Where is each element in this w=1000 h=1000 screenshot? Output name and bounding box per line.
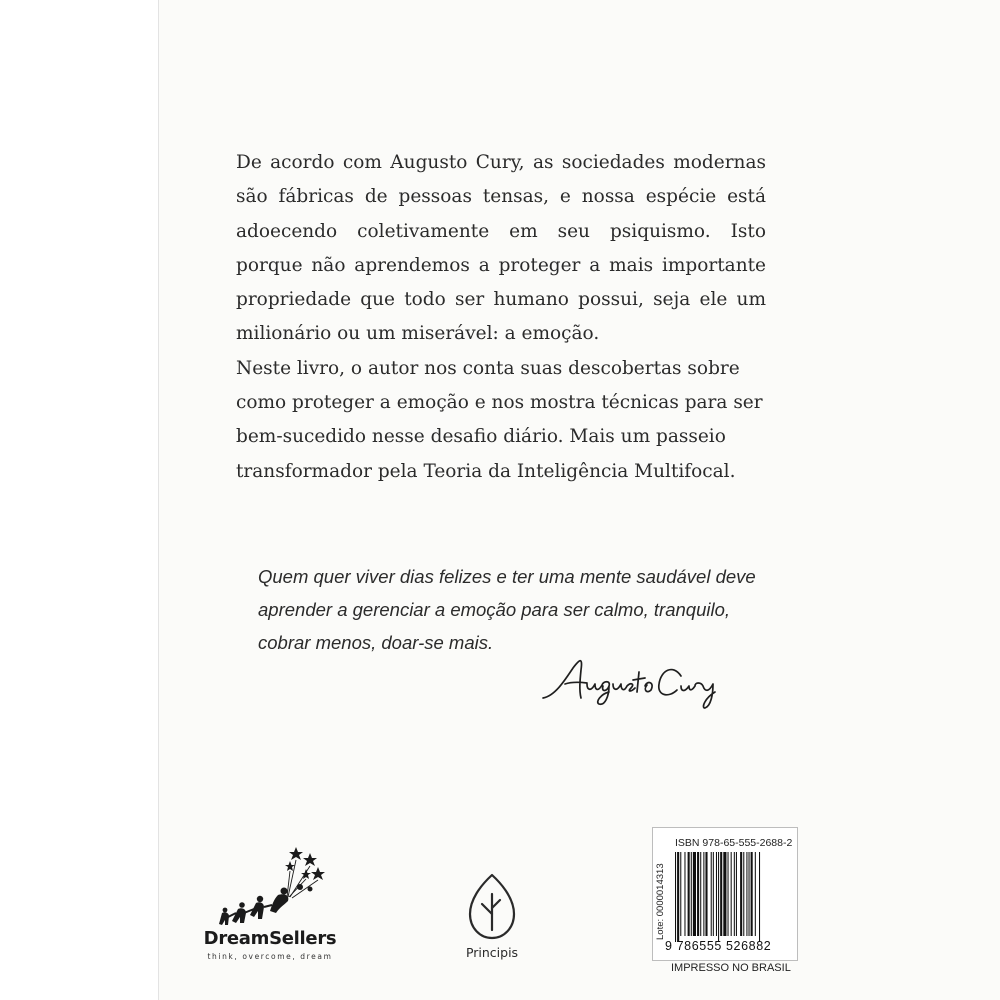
- barcode-bar: [736, 852, 737, 936]
- barcode-bar: [749, 852, 750, 936]
- batch-number: Lote: 0000014313: [655, 863, 666, 940]
- synopsis-paragraph: Neste livro, o autor nos conta suas descobertas sobre como proteger a emoção e nos mostra técnicas para ser bem-sucedido nesse desafio diário. Mais um passeio transformador pela Teoria da Inteligência Multifocal.: [236, 357, 763, 482]
- quote-line: aprender a gerenciar a emoção para ser calmo, tranquilo,: [258, 599, 731, 620]
- barcode-bar: [711, 852, 712, 936]
- synopsis-paragraph: De acordo com Augusto Cury, as sociedades modernas são fábricas de pessoas tensas, e nossa espécie está adoecendo coletivamente em seu psiquismo. Isto porque não aprendemos a proteger a mais importante propriedade que todo ser humano possui, seja ele um milionário ou um miserável: a emoção.: [236, 152, 766, 345]
- synopsis: [236, 146, 766, 489]
- barcode-bar: [703, 852, 704, 936]
- barcode-bar: [684, 852, 685, 936]
- barcode-bar: [716, 852, 717, 936]
- barcode-bar: [743, 852, 744, 936]
- barcode-bar: [720, 852, 722, 936]
- barcode-bar: [700, 852, 701, 936]
- barcode-bar: [697, 852, 699, 936]
- barcode-bar: [675, 852, 676, 942]
- barcode-bar: [688, 852, 690, 936]
- barcode-bar: [751, 852, 753, 936]
- quote-line: Quem quer viver dias felizes e ter uma mente saudável deve: [258, 566, 756, 587]
- dreamsellers-name: DreamSellers: [203, 928, 337, 949]
- barcode-bar: [731, 852, 732, 936]
- barcode-bar: [746, 852, 747, 936]
- dreamsellers-tagline: think, overcome, dream: [207, 952, 333, 961]
- barcode-bar: [691, 852, 692, 936]
- barcode-bar: [734, 852, 735, 936]
- printed-in-brazil: IMPRESSO NO BRASIL: [671, 962, 791, 974]
- barcode-bar: [755, 852, 756, 936]
- barcode-label: [652, 827, 798, 961]
- barcode-bar: [728, 852, 729, 936]
- leaf-icon: [462, 872, 522, 942]
- barcode-bar: [705, 852, 707, 936]
- barcode-bar: [677, 852, 679, 942]
- barcode-bar: [723, 852, 726, 936]
- barcode-bar: [718, 852, 719, 942]
- barcode-bar: [740, 852, 742, 936]
- principis-name: Principis: [465, 945, 519, 960]
- dreamsellers-logo: [200, 845, 340, 965]
- quote-line: cobrar menos, doar-se mais.: [258, 632, 494, 653]
- stars-and-kites-icon: [200, 845, 340, 927]
- principis-logo: [462, 872, 542, 972]
- author-signature: [535, 640, 745, 720]
- ean-digits: 9 786555 526882: [665, 939, 772, 953]
- barcode-bar: [680, 852, 681, 936]
- barcode-bar: [759, 852, 760, 942]
- barcode-bar: [693, 852, 696, 936]
- isbn-number: ISBN 978-65-555-2688-2: [675, 837, 793, 849]
- barcode-bar: [713, 852, 714, 936]
- barcode-bars: [675, 852, 789, 942]
